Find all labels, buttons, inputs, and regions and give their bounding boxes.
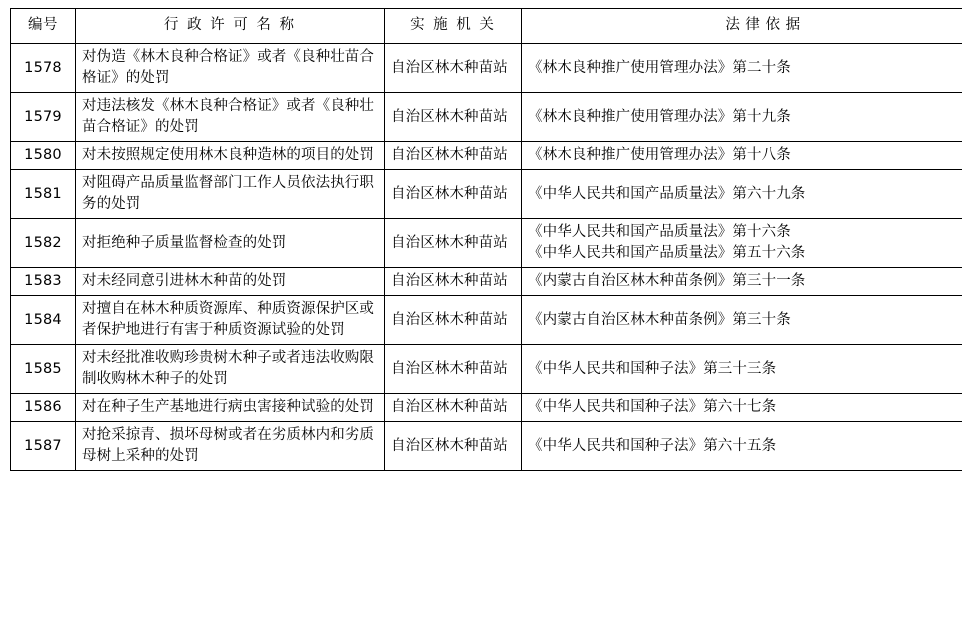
legal-basis-line: 《林木良种推广使用管理办法》第二十条 bbox=[528, 59, 791, 76]
cell-id: 1579 bbox=[11, 93, 76, 142]
table-row bbox=[11, 296, 962, 345]
cell-id: 1586 bbox=[11, 394, 76, 422]
cell-implementing-organ: 自治区林木种苗站 bbox=[385, 268, 522, 296]
cell-permit-name: 对伪造《林木良种合格证》或者《良种壮苗合格证》的处罚 bbox=[76, 44, 385, 93]
table-row bbox=[11, 170, 962, 219]
column-header-id: 编号 bbox=[11, 9, 76, 44]
cell-implementing-organ: 自治区林木种苗站 bbox=[385, 44, 522, 93]
table-row bbox=[11, 142, 962, 170]
legal-basis-line: 《中华人民共和国产品质量法》第五十六条 bbox=[528, 245, 806, 262]
table-row bbox=[11, 345, 962, 394]
cell-implementing-organ: 自治区林木种苗站 bbox=[385, 170, 522, 219]
cell-permit-name: 对未经同意引进林木种苗的处罚 bbox=[76, 268, 385, 296]
legal-basis-line: 《内蒙古自治区林木种苗条例》第三十条 bbox=[528, 311, 791, 328]
legal-basis-line: 《林木良种推广使用管理办法》第十八条 bbox=[528, 147, 791, 164]
administrative-permit-table bbox=[10, 8, 962, 471]
table-header bbox=[11, 9, 962, 44]
legal-basis-line: 《内蒙古自治区林木种苗条例》第三十一条 bbox=[528, 273, 806, 290]
cell-permit-name: 对抢采掠青、损坏母树或者在劣质林内和劣质母树上采种的处罚 bbox=[76, 422, 385, 471]
cell-implementing-organ: 自治区林木种苗站 bbox=[385, 345, 522, 394]
cell-id: 1580 bbox=[11, 142, 76, 170]
cell-permit-name: 对在种子生产基地进行病虫害接种试验的处罚 bbox=[76, 394, 385, 422]
cell-permit-name: 对未经批准收购珍贵树木种子或者违法收购限制收购林木种子的处罚 bbox=[76, 345, 385, 394]
table-header-row bbox=[11, 9, 962, 44]
cell-legal-basis bbox=[522, 44, 962, 93]
cell-legal-basis bbox=[522, 422, 962, 471]
table-row bbox=[11, 219, 962, 268]
cell-legal-basis bbox=[522, 93, 962, 142]
cell-implementing-organ: 自治区林木种苗站 bbox=[385, 142, 522, 170]
legal-basis-line: 《中华人民共和国种子法》第六十五条 bbox=[528, 437, 777, 454]
cell-id: 1584 bbox=[11, 296, 76, 345]
cell-legal-basis bbox=[522, 268, 962, 296]
legal-basis-line: 《中华人民共和国种子法》第六十七条 bbox=[528, 399, 777, 416]
legal-basis-line: 《中华人民共和国产品质量法》第六十九条 bbox=[528, 185, 806, 202]
table-row bbox=[11, 93, 962, 142]
cell-legal-basis bbox=[522, 394, 962, 422]
column-header-name: 行 政 许 可 名 称 bbox=[76, 9, 385, 44]
cell-implementing-organ: 自治区林木种苗站 bbox=[385, 422, 522, 471]
cell-legal-basis bbox=[522, 296, 962, 345]
cell-id: 1581 bbox=[11, 170, 76, 219]
cell-id: 1582 bbox=[11, 219, 76, 268]
cell-id: 1578 bbox=[11, 44, 76, 93]
cell-implementing-organ: 自治区林木种苗站 bbox=[385, 93, 522, 142]
cell-permit-name: 对拒绝种子质量监督检查的处罚 bbox=[76, 219, 385, 268]
cell-id: 1585 bbox=[11, 345, 76, 394]
table-row bbox=[11, 268, 962, 296]
column-header-law: 法 律 依 据 bbox=[522, 9, 962, 44]
cell-permit-name: 对违法核发《林木良种合格证》或者《良种壮苗合格证》的处罚 bbox=[76, 93, 385, 142]
table-row bbox=[11, 394, 962, 422]
cell-permit-name: 对阻碍产品质量监督部门工作人员依法执行职务的处罚 bbox=[76, 170, 385, 219]
cell-legal-basis bbox=[522, 170, 962, 219]
cell-implementing-organ: 自治区林木种苗站 bbox=[385, 219, 522, 268]
column-header-org: 实 施 机 关 bbox=[385, 9, 522, 44]
legal-basis-line: 《中华人民共和国种子法》第三十三条 bbox=[528, 360, 777, 377]
legal-basis-line: 《林木良种推广使用管理办法》第十九条 bbox=[528, 108, 791, 125]
legal-basis-line: 《中华人民共和国产品质量法》第十六条 bbox=[528, 224, 791, 241]
table-row bbox=[11, 44, 962, 93]
table-row bbox=[11, 422, 962, 471]
cell-id: 1583 bbox=[11, 268, 76, 296]
cell-legal-basis bbox=[522, 219, 962, 268]
table-body bbox=[11, 44, 962, 471]
cell-implementing-organ: 自治区林木种苗站 bbox=[385, 296, 522, 345]
cell-id: 1587 bbox=[11, 422, 76, 471]
cell-permit-name: 对未按照规定使用林木良种造林的项目的处罚 bbox=[76, 142, 385, 170]
cell-legal-basis bbox=[522, 345, 962, 394]
cell-implementing-organ: 自治区林木种苗站 bbox=[385, 394, 522, 422]
cell-legal-basis bbox=[522, 142, 962, 170]
cell-permit-name: 对擅自在林木种质资源库、种质资源保护区或者保护地进行有害于种质资源试验的处罚 bbox=[76, 296, 385, 345]
